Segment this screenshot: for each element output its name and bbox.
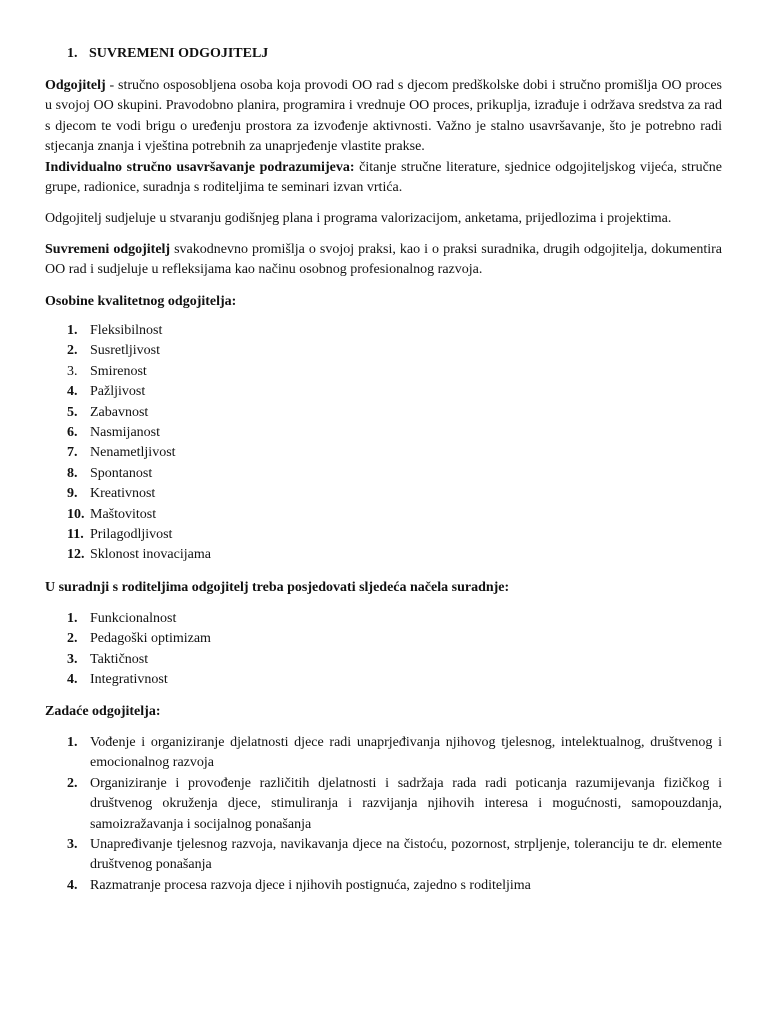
list-item [45,733,722,774]
list-item-number: 4. [67,877,78,893]
list-item-text: Sklonost inovacijama [90,547,211,563]
list-item-text: Organiziranje i provođenje različitih djelatnosti i sadržaja rada radi poticanja razumijevanja fizičkog i društvenog okruženja djece, stimuliranja i razvijanja njihovih interesa i mogućnosti, samopouzdanja, samoizražavanja i socijalnog ponašanja [90,775,722,832]
list-item [45,443,722,463]
list-item-text: Integrativnost [90,672,168,688]
list-item-text: Maštovitost [90,506,157,522]
list-item [45,525,722,545]
list-item-number: 5. [67,404,78,420]
list-item-number: 7. [67,445,78,461]
list-item-text: Spontanost [90,465,153,481]
list-item-number: 2. [67,343,78,359]
list-item-text: Pažljivost [90,384,146,400]
list-item-number: 2. [67,775,78,791]
list-item-text: Kreativnost [90,486,156,502]
qualities-list [45,321,722,566]
list-item [45,650,722,670]
list-item-text: Unapređivanje tjelesnog razvoja, navikavanja djece na čistoću, pozornost, strpljenje, toleranciju te dr. elemente društvenog ponašanja [90,837,722,873]
list-item-number: 3. [67,651,78,667]
section-heading [67,46,268,62]
list-item-number: 2. [67,631,78,647]
list-item-number: 3. [67,363,78,379]
list-item [45,876,722,896]
list-item-number: 4. [67,384,78,400]
list-item [45,341,722,361]
list-item-number: 4. [67,672,78,688]
list-item-text: Prilagodljivost [90,527,173,543]
list-item [45,423,722,443]
list-item [45,362,722,382]
list-item [45,403,722,423]
list-item-number: 1. [67,323,78,338]
list-item [45,774,722,835]
list-item-number: 1. [67,611,78,626]
qualities-title: Osobine kvalitetnog odgojitelja: [45,294,237,309]
list-item [45,484,722,504]
list-item-number: 9. [67,486,78,502]
list-item-text: Taktičnost [90,651,149,667]
list-item [45,609,722,629]
list-item-text: Susretljivost [90,343,161,359]
list-item-number: 12. [67,547,85,563]
list-item [45,629,722,649]
tasks-list [45,733,722,896]
list-item-text: Pedagoški optimizam [90,631,211,647]
list-item-number: 1. [67,735,78,750]
modern-educator-term: Suvremeni odgojitelj [45,242,171,257]
principles-list [45,609,722,691]
paragraph-modern-educator [45,240,722,281]
intro-term2: Individualno stručno usavršavanje podrazumijeva: [45,159,355,175]
list-item [45,545,722,565]
principles-title: U suradnji s roditeljima odgojitelj treba posjedovati sljedeća načela suradnje: [45,580,510,595]
list-item [45,382,722,402]
intro-text2: čitanje stručne literature, sjednice odgojiteljskog vijeća, stručne grupe, radionice, suradnja s roditeljima te seminari izvan vrtića. [45,159,723,196]
list-item-text: Smirenost [90,363,147,379]
list-item-text: Nasmijanost [90,425,160,441]
heading-title: SUVREMENI ODGOJITELJ [89,46,269,61]
list-item-number: 6. [67,425,78,441]
list-item-number: 3. [67,837,78,853]
list-item-text: Razmatranje procesa razvoja djece i njihovih postignuća, zajedno s roditeljima [90,877,531,893]
list-item [45,505,722,525]
intro-text: - stručno osposobljena osoba koja provodi OO rad s djecom predškolske dobi i stručno promišlja OO proces u svojoj OO skupini. Pravodobno planira, programira i vrednuje OO proces, prikuplja, izrađuje i održava sredstva za rad s djecom te vodi brigu o uređenju prostora za izvođenje aktivnosti. Važno je stalno usavršavanje, što je potrebno radi stjecanja znanja i vještina potrebnih za unaprjeđenje vlastite prakse. [45,78,722,155]
tasks-title: Zadaće odgojitelja: [45,704,161,719]
list-item-text: Funkcionalnost [90,611,177,626]
list-item-number: 11. [67,527,84,543]
intro-term: Odgojitelj [45,78,106,93]
list-item [45,835,722,876]
list-item-number: 8. [67,465,78,481]
heading-number: 1. [67,46,78,61]
modern-educator-text: svakodnevno promišlja o svojoj praksi, kao i o praksi suradnika, drugih odgojitelja, dokumentira OO rad i sudjeluje u refleksijama kao načinu osobnog profesionalnog razvoja. [45,242,722,278]
list-item-text: Vođenje i organiziranje djelatnosti djece radi unaprjeđivanja njihovog tjelesnog, intelektualnog, društvenog i emocionalnog razvoja [90,735,722,771]
list-item-text: Fleksibilnost [90,323,163,338]
list-item [45,670,722,690]
list-item [45,464,722,484]
list-item-text: Nenametljivost [90,445,176,461]
list-item-number: 10. [67,506,85,522]
paragraph-plan: Odgojitelj sudjeluje u stvaranju godišnjeg plana i programa valorizacijom, anketama, prijedlozima i projektima. [45,211,672,226]
list-item-text: Zabavnost [90,404,149,420]
list-item [45,321,722,341]
intro-paragraph [45,76,722,198]
